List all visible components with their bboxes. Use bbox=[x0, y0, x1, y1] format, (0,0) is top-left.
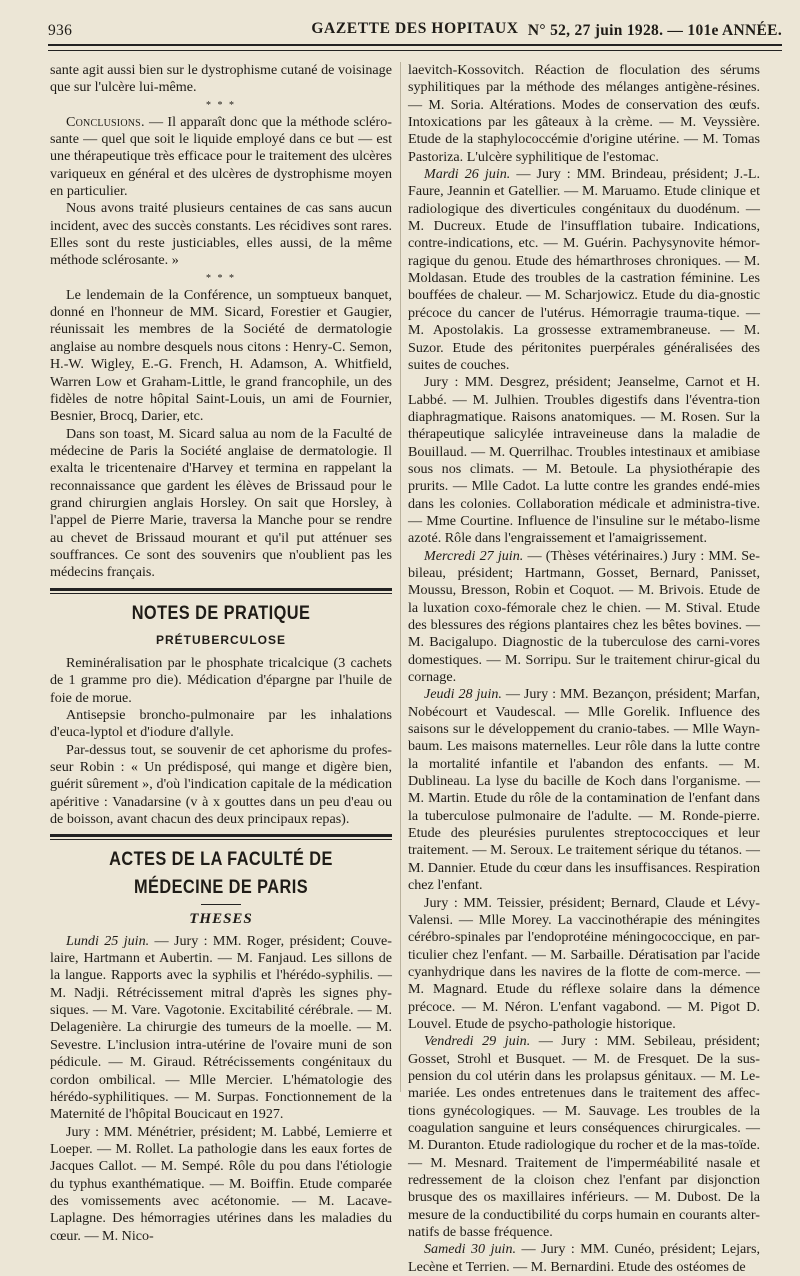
left-column bbox=[50, 62, 392, 1245]
entry-text: — Jury : MM. Bezançon, président; Marfan, Nobécourt et Vaudescal. — Mlle Gorelik. Influence des saisons sur le développement du cranio-tabes. — Mlle Wayn-baum. Les maisons maternelles. Leur rôle dans la lutte contre la mortalité infantile et l'abandon des enfants. — M. Dublineau. La lyse du bacille de Koch dans l'organisme. — M. Martin. Etude du rôle de la contamination de l'enfant dans la tuberculose pulmonaire de l'adulte. — M. Ronde-pierre. Etude des pleurésies purulentes streptococciques et leur traitement. — M. Seroux. Le traitement sérique du tétanos. — M. Dannier. Etude du cœur dans les insuffisances. Respiration chez l'enfant. bbox=[408, 686, 760, 894]
paragraph: laevitch-Kossovitch. Réaction de floculation des sérums syphilitiques par la méthode des mélanges antigène-résines. — M. Soria. Altérations. Modes de conservation des œufs. Intoxications par les gâteaux à la crème. — M. Veyssière. Etude de la staphylococcémie d'origine utérine. — M. Tomas Pastoriza. L'ulcère syphilitique de l'estomac. bbox=[408, 62, 760, 165]
subsection-title: PRÉTUBERCULOSE bbox=[155, 632, 286, 647]
section-rule bbox=[50, 834, 392, 840]
paragraph: Jury : MM. Ménétrier, président; M. Labbé, Lemierre et Loeper. — M. Rollet. La pathologie dans les eaux fortes de Jacques Callot. — M. Sempé. Rôle du pou dans l'étiologie du typhus exanthématique. — M. Boiffin. Etude comparée des vomissements avec acétonomie. — M. Lacave-Laplagne. Des hémorragies utérines dans les maladies du cœur. — M. Nico- bbox=[50, 1123, 392, 1244]
separator-stars: * * * bbox=[206, 272, 236, 284]
entry-text: — Jury : MM. Roger, président; Couve-laire, Hartmann et Aubertin. — M. Fanjaud. Les sillons de la langue. Rapports avec la syphilis et l'hérédo-syphilis. — M. Nadji. Rétrécissement mitral d'après les signes phy-siques. — M. Vare. Vagotonie. Excitabilité cérébrale. — M. Delagenière. La chirurgie des tumeurs de la moelle. — M. Sevestre. L'inclusion intra-utérine de l'ovaire muni de son pédicule. — M. Giraud. Rétrécissements congénitaux du cordon ombilical. — Mlle Mercier. L'hématologie des hérédo-syphilitiques. — M. Surpas. Fonctionnement de la Maternité de l'hôpital Boucicaut en 1927. bbox=[50, 932, 392, 1123]
day-label: Mercredi 27 juin. bbox=[424, 547, 524, 564]
paragraph bbox=[50, 114, 392, 201]
day-label: Lundi 25 juin. bbox=[66, 932, 150, 949]
theses-heading: THESES bbox=[189, 911, 253, 928]
separator-stars: * * * bbox=[206, 99, 236, 111]
paragraph: Jury : MM. Desgrez, président; Jeanselme, Carnot et H. Labbé. — M. Julhien. Troubles digestifs dans l'éventra-tion diaphragmatique. Raisons anatomiques. — M. Rosen. Sur la thérapeutique salicylée intraveineuse dans la maladie de Bouillaud. — M. Querrilhac. Troubles intestinaux et amibiase sous nos climats. — M. Betoule. La physiothérapie des prurits. — Mlle Cadot. La lutte contre les grandes endé-mies dans les colonies. Collaboration médicale et administra-tive. — Mme Courtine. Influence de l'insuline sur le métabo-lisme azoté. Rôle dans l'engraissement et l'amaigrissement. bbox=[408, 374, 760, 547]
paragraph: Le lendemain de la Conférence, un somptueux banquet, donné en l'honneur de MM. Sicard, Forestier et Gaugier, réunissait les membres de la Société de dermatologie anglaise au nombre desquels nous citons : Henry-C. Semon, H.-W. Wigley, E.-G. French, H. Adamson, A. Whitfield, Warren Low et Graham-Little, le grand francophile, un des fidèles de notre hôpital Saint-Louis, un ami de Fournier, Besnier, Brocq, Darier, etc. bbox=[50, 286, 392, 425]
entry-text: — Jury : MM. Sebileau, président; Gosset, Strohl et Busquet. — M. de Fresquet. De la sus-pension du col utérin dans les prolapsus génitaux. — M. Le-mariée. Les ondes entretenues dans le traitement des affec-tions gynécologiques. — M. Sauvage. Les troubles de la coagulation sanguine et leurs conséquences chirurgicales. — M. Duranton. Etude radiologique du rocher et de la mas-toïde. — M. Mesnard. Traitement de l'imperméabilité nasale et redressement de la cloison chez l'enfant par disjonction brusque des os maxillaires inférieurs. — M. Dubost. De la mesure de la conductibilité du corps humain en courants alter-natifs de basse fréquence. bbox=[408, 1033, 760, 1241]
page-number: 936 bbox=[48, 22, 73, 39]
journal-title: GAZETTE DES HOPITAUX bbox=[311, 20, 519, 37]
day-label: Samedi 30 juin. bbox=[424, 1241, 517, 1258]
short-rule bbox=[201, 904, 241, 905]
day-label: Jeudi 28 juin. bbox=[424, 686, 502, 703]
conclusions-label: Conclusions. bbox=[66, 113, 145, 130]
day-label: Vendredi 29 juin. bbox=[424, 1033, 531, 1050]
column-divider bbox=[400, 62, 401, 1092]
paragraph bbox=[408, 1241, 760, 1276]
paragraph: Nous avons traité plusieurs centaines de cas sans aucun incident, avec des succès constants. Les récidives sont rares. Elles sont du reste justiciables, elles aussi, de la même méthode sclérosante. » bbox=[50, 200, 392, 269]
conclusions-text: — Il apparaît donc que la méthode scléro-sante — quel que soit le liquide employé dans ce but — est une thérapeutique très efficace pour le traitement des ulcères variqueux en général et des ulcères de dystrophisme moyen en particulier. bbox=[50, 113, 392, 200]
paragraph: Jury : MM. Teissier, président; Bernard, Claude et Lévy-Valensi. — Mlle Morey. La vaccinothérapie des méningites cérébro-spinales par l'endoprotéine méningococcique, en par-ticulier chez l'enfant. — M. Sarbaille. Dératisation par l'acide cyanhydrique dans les navires de la flotte de com-merce. — M. Magnard. Etude du réflexe solaire dans la démence précoce. — M. Néron. L'enfant vagabond. — M. Pigot D. Louvel. Etude de psycho-pathologie historique. bbox=[408, 894, 760, 1032]
paragraph: Dans son toast, M. Sicard salua au nom de la Faculté de médecine de Paris la Société anglaise de dermatologie. Il exalta le tricentenaire d'Harvey et termina en rappelant la reconnaissance que gardent les élèves de Brissaud pour le grand chirurgien anglais Horsley. On sait que Horsley, à l'appel de Pierre Marie, traversa la Manche pour se rendre au chevet de Brissaud mourant et qu'il put atténuer ses souffrances. Ce sont des souvenirs que n'oublient pas les médecins français. bbox=[50, 425, 392, 581]
paragraph bbox=[50, 933, 392, 1124]
section-title-actes: ACTES DE LA FACULTÉ DE MÉDECINE DE PARIS bbox=[109, 849, 333, 899]
page-header bbox=[48, 14, 782, 44]
paragraph bbox=[408, 166, 760, 374]
paragraph: Par-dessus tout, se souvenir de cet aphorisme du profes-seur Robin : « Un prédisposé, qui mange et digère bien, guérit sûrement », d'où l'indication capitale de la médication apéritive : Vanadarsine (v à x gouttes dans un peu d'eau ou de boisson, avant chacun des deux principaux repas). bbox=[50, 741, 392, 828]
entry-text: — Jury : MM. Cunéo, président; Lejars, Lecène et Terrien. — M. Bernardini. Etude des ostéomes de bbox=[408, 1241, 760, 1275]
paragraph bbox=[408, 548, 760, 687]
paragraph: Antisepsie broncho-pulmonaire par les inhalations d'euca-lyptol et d'iodure d'allyle. bbox=[50, 707, 392, 741]
header-rule-thin bbox=[48, 50, 782, 51]
entry-text: — (Thèses vétérinaires.) Jury : MM. Se-bileau, président; Hartmann, Gosset, Bernard, Panisset, Moussu, Bresson, Robin et Coquot. — M. Brivois. Etude de la luxation coxo-fémorale chez le chien. — M. Stival. Etude des blessures des régions plantaires chez les bêtes bovines. — M. Bacigalupo. Diagnostic de la tuberculose des carni-vores domestiques. — M. Sorripu. Sur le traitement chirur-gical du cornage. bbox=[408, 547, 760, 686]
issue-info: N° 52, 27 juin 1928. — 101e ANNÉE. bbox=[527, 22, 782, 39]
paragraph: sante agit aussi bien sur le dystrophisme cutané de voisinage que sur l'ulcère lui-même. bbox=[50, 62, 392, 96]
day-label: Mardi 26 juin. bbox=[424, 166, 511, 183]
header-rule bbox=[48, 44, 782, 46]
paragraph bbox=[408, 686, 760, 894]
section-title-notes: NOTES DE PRATIQUE bbox=[131, 602, 311, 624]
entry-text: — Jury : MM. Brindeau, président; J.-L. Faure, Jeannin et Gatellier. — M. Maruamo. Etude clinique et radiologique des diverticules congénitaux du duodénum. — M. Ducreux. Etude de l'insufflation tubaire. Indications, contre-indications, etc. — M. Guérin. Pachysynovite hémor-ragique du genou. Etude des hémarthroses chroniques. — M. Moldasan. Etude des troubles de la castration féminine. Les bouffées de chaleur. — M. Scharjowicz. Etude du dia-gnostic précoce du cancer de l'utérus. Hémorragie trauma-tique. — M. Apostolakis. La grossesse extramembraneuse. — M. Suzor. Etude des péritonites puerpérales généralisées des suites de couches. bbox=[408, 166, 760, 373]
right-column bbox=[408, 62, 760, 1276]
section-rule bbox=[50, 588, 392, 594]
paragraph: Reminéralisation par le phosphate tricalcique (3 cachets de 1 gramme pro die). Médication d'épargne par l'huile de foie de morue. bbox=[50, 654, 392, 706]
paragraph bbox=[408, 1033, 760, 1241]
